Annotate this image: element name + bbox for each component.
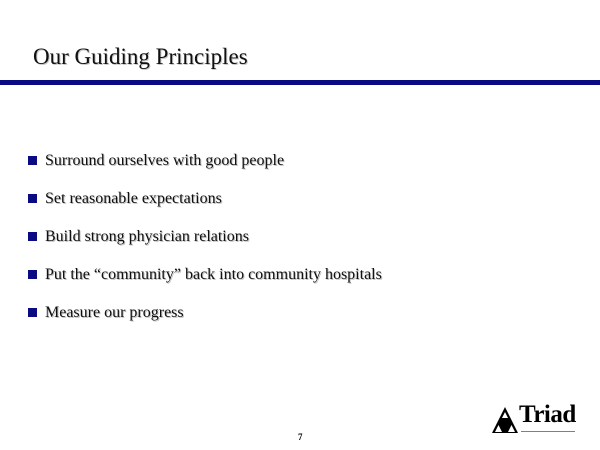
bullet-text: Build strong physician relations bbox=[45, 228, 249, 245]
bullet-text: Put the “community” back into community hospitals bbox=[45, 266, 382, 283]
list-item bbox=[28, 225, 382, 263]
bullet-text: Set reasonable expectations bbox=[45, 190, 222, 207]
title-divider bbox=[0, 80, 600, 85]
page-number: 7 bbox=[298, 432, 303, 442]
slide-title: Our Guiding Principles bbox=[33, 44, 248, 69]
square-bullet-icon bbox=[28, 232, 37, 241]
bullet-text: Surround ourselves with good people bbox=[45, 152, 285, 169]
bullet-list bbox=[28, 149, 382, 339]
square-bullet-icon bbox=[28, 308, 37, 317]
square-bullet-icon bbox=[28, 194, 37, 203]
list-item bbox=[28, 301, 382, 339]
square-bullet-icon bbox=[28, 270, 37, 279]
bullet-text: Measure our progress bbox=[45, 304, 184, 321]
list-item bbox=[28, 187, 382, 225]
square-bullet-icon bbox=[28, 156, 37, 165]
company-logo bbox=[491, 401, 581, 436]
list-item bbox=[28, 149, 382, 187]
list-item bbox=[28, 263, 382, 301]
logo-name: Triad bbox=[519, 401, 576, 428]
logo-underline bbox=[521, 431, 575, 432]
triangle-logo-icon bbox=[491, 406, 519, 434]
